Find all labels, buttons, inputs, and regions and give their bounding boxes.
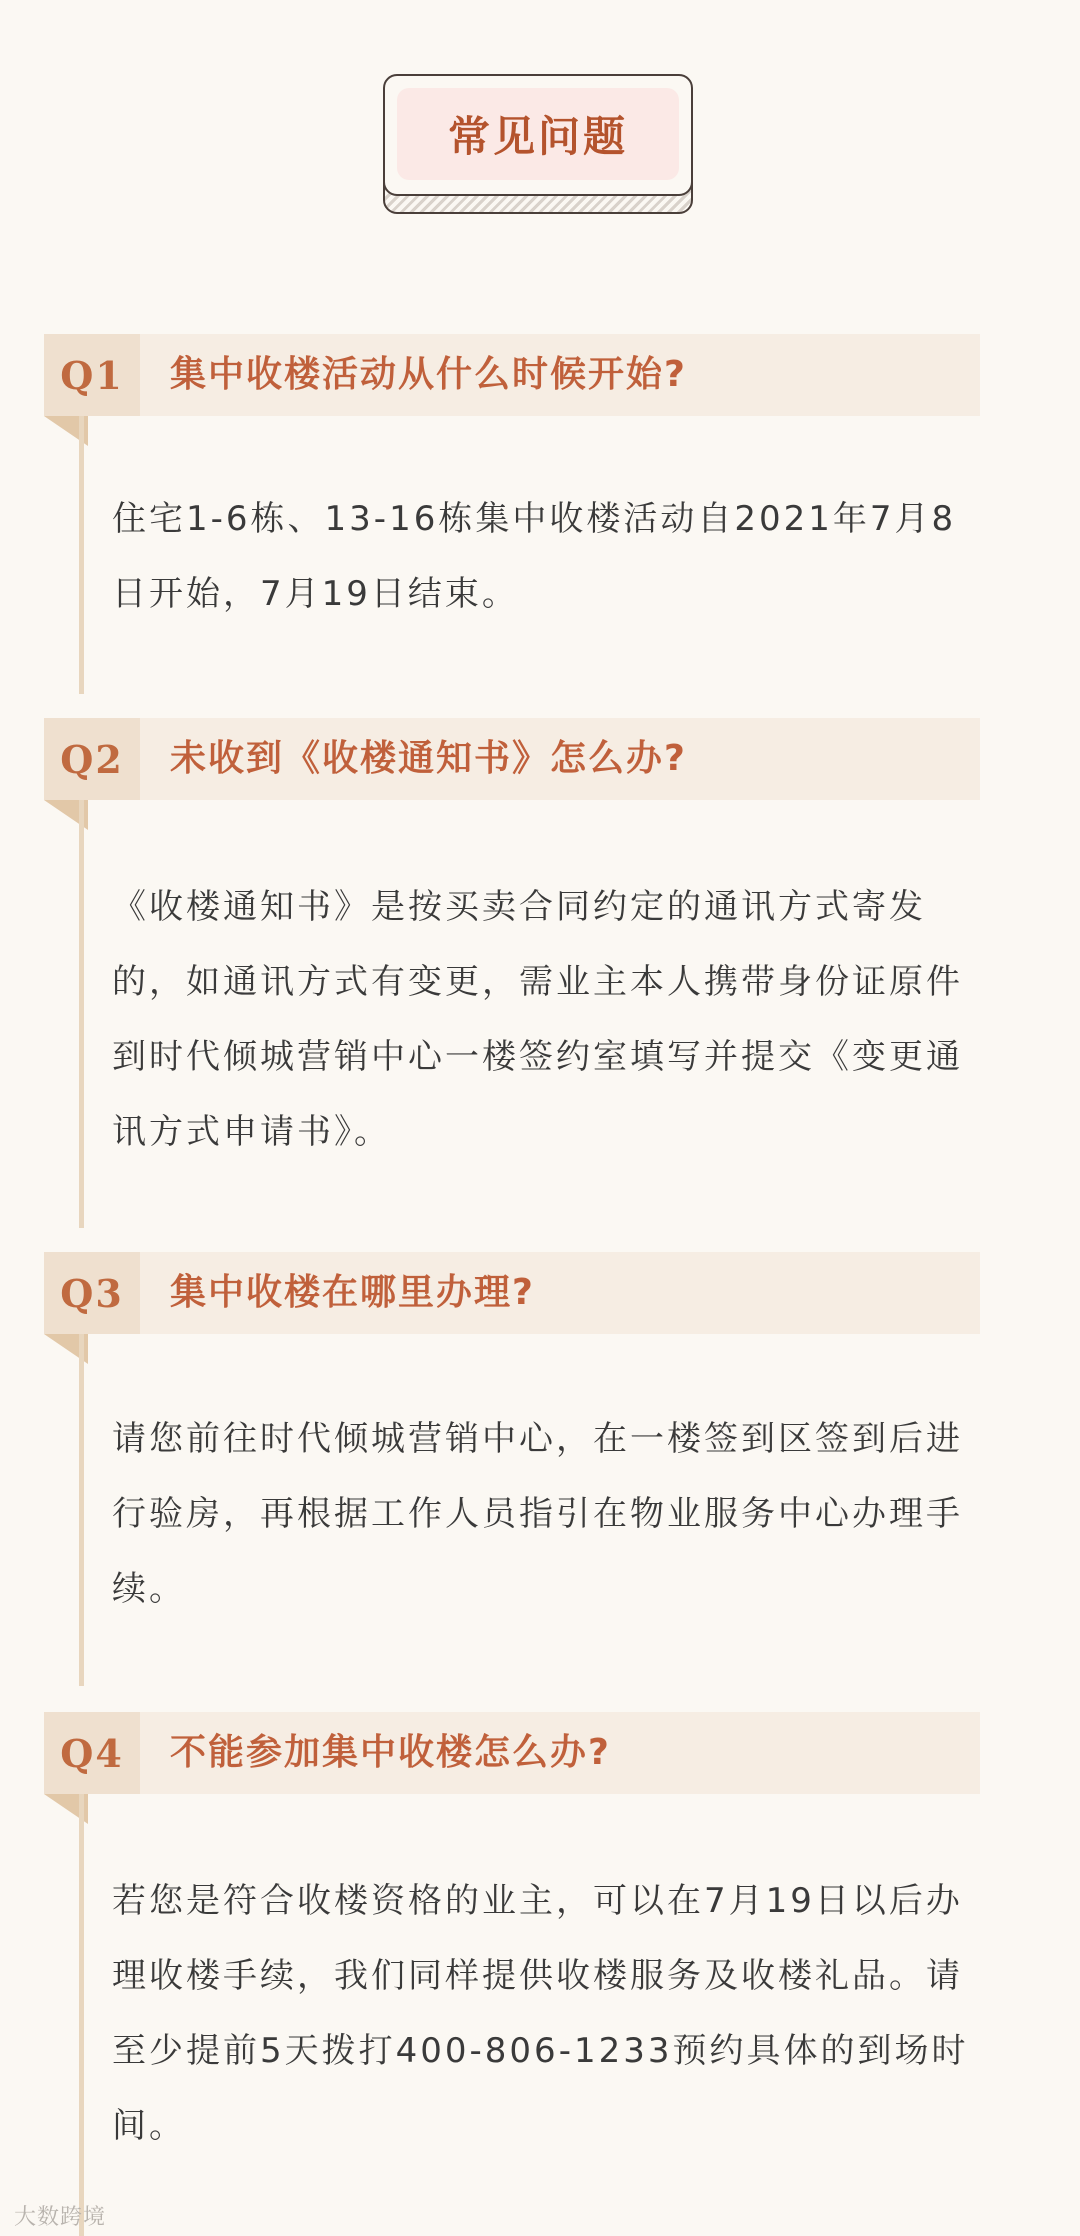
- page-title-badge: [383, 74, 693, 214]
- answer-text: 请您前往时代倾城营销中心，在一楼签到区签到后进行验房，再根据工作人员指引在物业服务中心办理手续。: [112, 1419, 963, 1609]
- answer-text: 住宅1-6栋、13-16栋集中收楼活动自2021年7月8日开始，7月19日结束。: [112, 499, 957, 614]
- question-text: 不能参加集中收楼怎么办?: [170, 1732, 611, 1773]
- watermark-logo: 大数跨境: [14, 2205, 107, 2230]
- question-tag: Q1: [44, 334, 140, 416]
- question-text: 集中收楼在哪里办理?: [170, 1272, 535, 1313]
- timeline-line: [79, 1334, 84, 1686]
- question-tag: Q4: [44, 1712, 140, 1794]
- title-badge-frame: [383, 74, 693, 196]
- timeline-line: [79, 800, 84, 1228]
- question-tag: Q3: [44, 1252, 140, 1334]
- question-text: 未收到《收楼通知书》怎么办?: [170, 738, 687, 779]
- answer-text: 若您是符合收楼资格的业主，可以在7月19日以后办理收楼手续，我们同样提供收楼服务及收楼礼品。请至少提前5天拨打400-806-1233预约具体的到场时间。: [112, 1881, 969, 2146]
- timeline-line: [79, 1794, 84, 2236]
- question-tag: Q2: [44, 718, 140, 800]
- page-title: 常见问题: [397, 88, 679, 180]
- answer-text: 《收楼通知书》是按买卖合同约定的通讯方式寄发的，如通讯方式有变更，需业主本人携带身份证原件到时代倾城营销中心一楼签约室填写并提交《变更通讯方式申请书》。: [112, 887, 963, 1152]
- timeline-line: [79, 416, 84, 694]
- question-text: 集中收楼活动从什么时候开始?: [170, 354, 687, 395]
